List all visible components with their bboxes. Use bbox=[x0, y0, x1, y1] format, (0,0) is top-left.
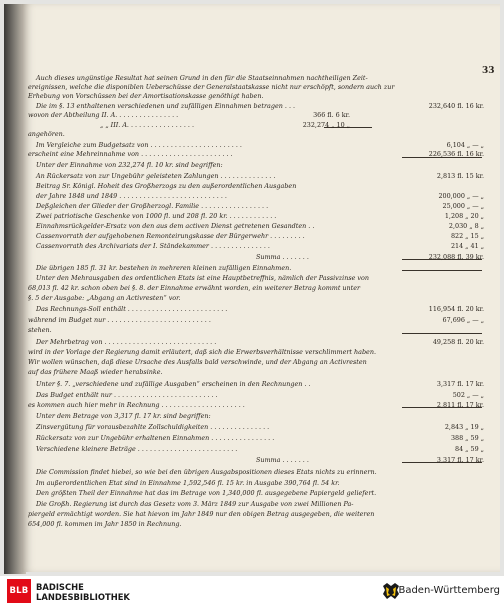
rule-summa-1-double bbox=[402, 270, 482, 271]
text-line: Cassenvorrath des Archivariats der I. Ständekammer . . . . . . . . . . . . . . . bbox=[36, 242, 270, 250]
amount-value: 388 „ 59 „ bbox=[450, 434, 484, 442]
text-line: Im Vergleiche zum Budgetsatz von . . . . . . . . . . . . . . . . . . . . . . . bbox=[36, 141, 242, 149]
amount-value: 116,954 fl. 20 kr. bbox=[428, 305, 484, 313]
text-line: Unter der Einnahme von 232,274 fl. 10 kr. sind begriffen: bbox=[36, 161, 223, 169]
text-line: Die Großh. Regierung ist durch das Gesetz vom 3. März 1849 zur Ausgabe von zwei Millionen Pa- bbox=[36, 500, 354, 508]
amount-value: 226,536 fl. 16 kr. bbox=[428, 150, 484, 158]
blb-logo[interactable]: BLB bbox=[7, 579, 31, 603]
amount-value: 822 „ 15 „ bbox=[450, 232, 484, 240]
text-line: piergeld ermächtigt worden. Sie hat hievon im Jahr 1849 nur den obigen Betrag ausgegeben, die weiteren bbox=[28, 510, 375, 518]
text-line: während im Budget nur . . . . . . . . . . . . . . . . . . . . . . . . . . bbox=[28, 316, 211, 324]
text-line: Das Budget enthält nur . . . . . . . . . . . . . . . . . . . . . . . . . . bbox=[36, 391, 218, 399]
text-line: Erhebung von Vorschüssen bei der Amortisationskasse genöthigt haben. bbox=[28, 92, 264, 100]
text-line: ereignissen, welche die disponiblen Ueberschüsse der Generalstaatskasse nicht nur erschöpft, sondern auch zur bbox=[28, 83, 395, 91]
amount-value: 232,640 fl. 16 kr. bbox=[428, 102, 484, 110]
amount-value: 366 fl. 6 kr. bbox=[313, 111, 350, 119]
text-line: Summa . . . . . . . bbox=[256, 456, 309, 464]
text-line: Deßgleichen der Glieder der Großherzogl. Familie . . . . . . . . . . . . . . . . . bbox=[36, 202, 269, 210]
amount-value: 232,274 „ 10 „ bbox=[302, 121, 350, 129]
text-line: Einnahmsrückgelder-Ersatz von den aus dem activen Dienst getretenen Gesandten . . bbox=[36, 222, 315, 230]
text-line: 68,013 fl. 42 kr. schon oben bei §. 8. der Einnahme erwähnt worden, ein weiterer Betrag kommt unter bbox=[28, 284, 361, 292]
rule-budget bbox=[402, 333, 482, 334]
text-line: Cassenvorrath der aufgehobenen Remonteirungskasse der Bürgerwehr . . . . . . . . . bbox=[36, 232, 305, 240]
text-line: Der Mehrbetrag von . . . . . . . . . . . . . . . . . . . . . . . . . . . . bbox=[36, 338, 217, 346]
text-line: An Rückersatz von zur Ungebühr geleisteten Zahlungen . . . . . . . . . . . . . . bbox=[36, 172, 276, 180]
text-line: Zwei patriotische Geschenke von 1000 fl. und 208 fl. 20 kr. . . . . . . . . . . . . bbox=[36, 212, 277, 220]
text-line: wovon der Abtheilung II. A. . . . . . . . . . . . . . . . bbox=[28, 111, 179, 119]
amount-value: 2,030 „ 8 „ bbox=[448, 222, 484, 230]
library-name-line-1: BADISCHE bbox=[36, 582, 84, 592]
amount-value: 67,696 „ — „ bbox=[442, 316, 484, 324]
text-line: Unter dem Betrage von 3,317 fl. 17 kr. sind begriffen: bbox=[36, 412, 211, 420]
amount-value: 6,104 „ — „ bbox=[446, 141, 484, 149]
text-line: Die übrigen 185 fl. 31 kr. bestehen in mehreren kleinen zufälligen Einnahmen. bbox=[36, 264, 292, 272]
amount-value: 49,258 fl. 20 kr. bbox=[432, 338, 484, 346]
amount-value: 84 „ 59 „ bbox=[455, 445, 484, 453]
text-line: 654,000 fl. kommen im Jahr 1850 in Rechnung. bbox=[28, 520, 182, 528]
amount-value: 214 „ 41 „ bbox=[450, 242, 484, 250]
library-name-line-2: LANDESBIBLIOTHEK bbox=[36, 592, 130, 602]
text-line: es kommen auch hier mehr in Rechnung . . . . . . . . . . . . . . . . . . . . . bbox=[28, 401, 245, 409]
text-line: Die Commission findet hiebei, so wie bei den übrigen Ausgabspositionen dieses Etats nichts zu erinnern. bbox=[36, 468, 377, 476]
amount-value: 232,088 fl. 39 kr. bbox=[428, 253, 484, 261]
text-line: „ „ III. A. . . . . . . . . . . . . . . . . bbox=[100, 121, 194, 129]
amount-value: 3,317 fl. 17 kr. bbox=[436, 456, 484, 464]
library-footer bbox=[0, 576, 504, 606]
text-line: erscheint eine Mehreinnahme von . . . . . . . . . . . . . . . . . . . . . . . bbox=[28, 150, 233, 158]
text-line: Rückersatz von zur Ungebühr erhaltenen Einnahmen . . . . . . . . . . . . . . . . bbox=[36, 434, 275, 442]
text-line: der Jahre 1848 und 1849 . . . . . . . . . . . . . . . . . . . . . . . . . . . bbox=[36, 192, 227, 200]
text-line: auf das frühere Maaß wieder herabsinke. bbox=[28, 368, 163, 376]
amount-value: 2,813 fl. 15 kr. bbox=[436, 172, 484, 180]
text-line: Verschiedene kleinere Beträge . . . . . . . . . . . . . . . . . . . . . . . . . bbox=[36, 445, 238, 453]
amount-value: 2,843 „ 19 „ bbox=[444, 423, 484, 431]
amount-value: 2,811 fl. 17 kr. bbox=[436, 401, 484, 409]
text-line: Summa . . . . . . . bbox=[256, 253, 309, 261]
amount-value: 502 „ — „ bbox=[452, 391, 484, 399]
text-line: Wir wollen wünschen, daß diese Ursache des Ausfalls bald verschwinde, und der Abgang an Activresten bbox=[28, 358, 367, 366]
amount-value: 3,317 fl. 17 kr. bbox=[436, 380, 484, 388]
amount-value: 1,208 „ 20 „ bbox=[444, 212, 484, 220]
state-name: Baden-Württemberg bbox=[398, 585, 500, 596]
amount-value: 25,000 „ — „ bbox=[442, 202, 484, 210]
text-line: Zinsvergütung für vorausbezahlte Zollschuldigkeiten . . . . . . . . . . . . . . . bbox=[36, 423, 270, 431]
text-line: wird in der Vorlage der Regierung damit erläutert, daß sich die Erwerbsverhältnisse verschlimmert haben. bbox=[28, 348, 376, 356]
text-line: angehören. bbox=[28, 130, 65, 138]
text-line: Die im §. 13 enthaltenen verschiedenen und zufälligen Einnahmen betragen . . . bbox=[36, 102, 296, 110]
page-number: 33 bbox=[482, 66, 495, 76]
text-line: stehen. bbox=[28, 326, 52, 334]
text-line: §. 5 der Ausgabe: „Abgang an Activresten“ vor. bbox=[28, 294, 181, 302]
library-name bbox=[36, 582, 130, 602]
text-line: Unter den Mehrausgaben des ordentlichen Etats ist eine Hauptbetreffnis, nämlich der Passivzinse von bbox=[36, 274, 369, 282]
text-line: Den größten Theil der Einnahme hat das im Betrage von 1,340,000 fl. ausgegebene Papiergeld geliefert. bbox=[36, 489, 377, 497]
text-line: Unter §. 7. „verschiedene und zufällige Ausgaben“ erscheinen in den Rechnungen . . bbox=[36, 380, 311, 388]
book-page bbox=[22, 4, 500, 572]
text-line: Im außerordentlichen Etat sind in Einnahme 1,592,546 fl. 15 kr. in Ausgabe 390,764 fl. 54 kr. bbox=[36, 479, 340, 487]
text-line: Beitrag Sr. Königl. Hoheit des Großherzogs zu den außerordentlichen Ausgaben bbox=[36, 182, 297, 190]
amount-value: 200,000 „ — „ bbox=[438, 192, 484, 200]
text-line: Das Rechnungs-Soll enthält . . . . . . . . . . . . . . . . . . . . . . . . . bbox=[36, 305, 228, 313]
text-line: Auch dieses ungünstige Resultat hat seinen Grund in den für die Staatseinnahmen nachtheiligen Zeit- bbox=[36, 74, 368, 82]
